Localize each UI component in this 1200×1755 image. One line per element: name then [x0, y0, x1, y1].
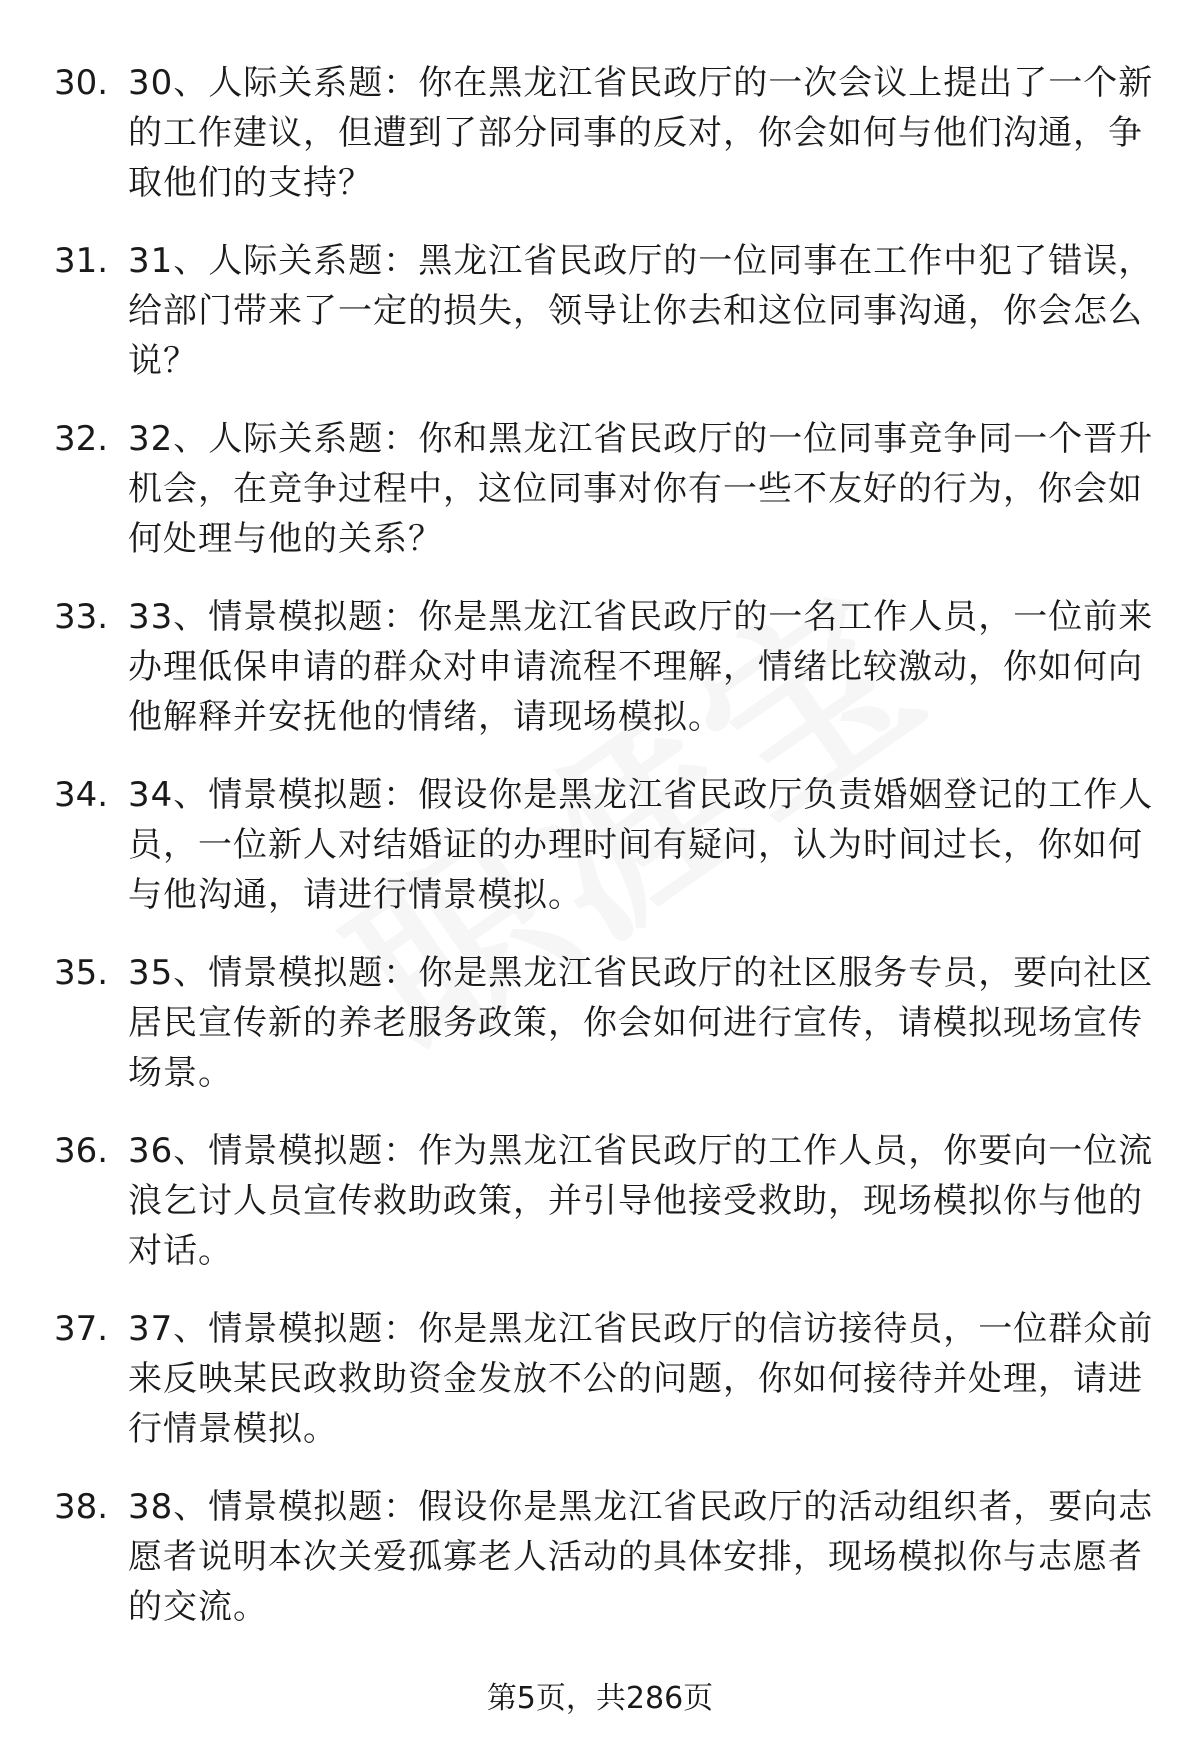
question-number: 33.	[54, 597, 109, 637]
question-item	[54, 414, 1154, 564]
question-text: 33、情景模拟题：你是黑龙江省民政厅的一名工作人员，一位前来办理低保申请的群众对申请流程不理解，情绪比较激动，你如何向他解释并安抚他的情绪，请现场模拟。	[128, 597, 1154, 737]
question-number: 31.	[54, 241, 109, 281]
question-text: 37、情景模拟题：你是黑龙江省民政厅的信访接待员，一位群众前来反映某民政救助资金发放不公的问题，你如何接待并处理，请进行情景模拟。	[128, 1309, 1154, 1449]
page-number-label: 第5页，共286页	[486, 1681, 714, 1716]
question-text: 35、情景模拟题：你是黑龙江省民政厅的社区服务专员，要向社区居民宣传新的养老服务政策，你会如何进行宣传，请模拟现场宣传场景。	[128, 953, 1154, 1093]
question-text: 34、情景模拟题：假设你是黑龙江省民政厅负责婚姻登记的工作人员，一位新人对结婚证的办理时间有疑问，认为时间过长，你如何与他沟通，请进行情景模拟。	[128, 775, 1154, 915]
question-text: 32、人际关系题：你和黑龙江省民政厅的一位同事竞争同一个晋升机会，在竞争过程中，这位同事对你有一些不友好的行为，你会如何处理与他的关系？	[128, 419, 1154, 559]
question-number: 35.	[54, 953, 109, 993]
question-number: 30.	[54, 63, 109, 103]
question-text: 30、人际关系题：你在黑龙江省民政厅的一次会议上提出了一个新的工作建议，但遭到了部分同事的反对，你会如何与他们沟通，争取他们的支持？	[128, 63, 1154, 203]
question-text: 38、情景模拟题：假设你是黑龙江省民政厅的活动组织者，要向志愿者说明本次关爱孤寡老人活动的具体安排，现场模拟你与志愿者的交流。	[128, 1487, 1154, 1627]
question-item	[54, 58, 1154, 208]
question-number: 34.	[54, 775, 109, 815]
question-item	[54, 1126, 1154, 1276]
question-item	[54, 1482, 1154, 1632]
page-footer	[0, 1679, 1200, 1719]
question-number: 37.	[54, 1309, 109, 1349]
question-item	[54, 236, 1154, 386]
question-number: 32.	[54, 419, 109, 459]
question-item	[54, 948, 1154, 1098]
question-number: 38.	[54, 1487, 109, 1527]
question-item	[54, 770, 1154, 920]
question-text: 31、人际关系题：黑龙江省民政厅的一位同事在工作中犯了错误，给部门带来了一定的损失，领导让你去和这位同事沟通，你会怎么说？	[128, 241, 1154, 381]
question-text: 36、情景模拟题：作为黑龙江省民政厅的工作人员，你要向一位流浪乞讨人员宣传救助政策，并引导他接受救助，现场模拟你与他的对话。	[128, 1131, 1154, 1271]
question-item	[54, 592, 1154, 742]
question-item	[54, 1304, 1154, 1454]
question-list	[54, 58, 1154, 1660]
question-number: 36.	[54, 1131, 109, 1171]
